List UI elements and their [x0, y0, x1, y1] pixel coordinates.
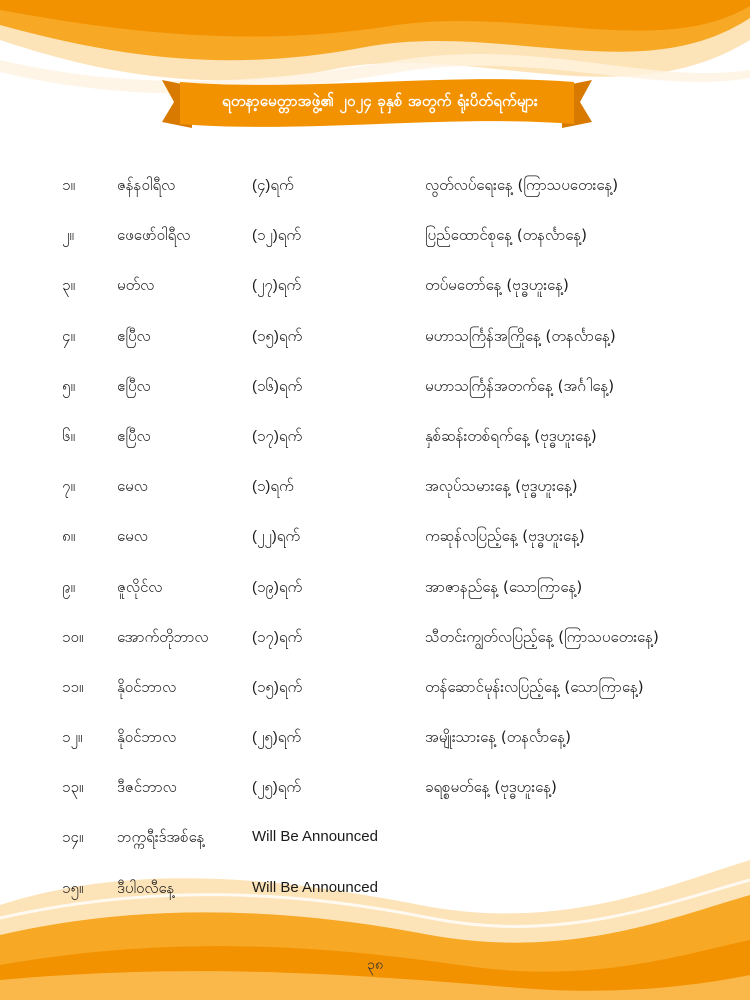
item-event: နှစ်ဆန်းတစ်ရက်နေ့ (ဗုဒ္ဓဟူးနေ့): [425, 426, 597, 445]
item-month: နိုဝင်ဘာလ: [117, 728, 177, 747]
list-item: [0, 617, 750, 667]
item-month: ဧပြီလ: [117, 426, 151, 445]
item-event: မဟာသင်္ကြန်အတက်နေ့ (အင်္ဂါနေ့): [425, 376, 615, 395]
item-month: ဧပြီလ: [117, 376, 151, 395]
item-day: (၁)ရက်: [252, 478, 294, 496]
item-day: (၁၅)ရက်: [252, 678, 303, 696]
page-title: ရတနာ့မေတ္တာအဖွဲ့၏ ၂၀၂၄ ခုနှစ် အတွက် ရုံးပိတ်ရက်များ: [222, 92, 538, 110]
item-event: တပ်မတော်နေ့ (ဗုဒ္ဓဟူးနေ့): [425, 276, 569, 295]
item-day: (၁၆)ရက်: [252, 377, 303, 395]
item-number: ၅။: [62, 376, 75, 395]
item-event: ကဆုန်လပြည့်နေ့ (ဗုဒ္ဓဟူးနေ့): [425, 527, 585, 546]
item-number: ၁၀။: [62, 627, 84, 646]
item-number: ၂။: [62, 226, 74, 245]
item-day: (၄)ရက်: [252, 177, 294, 194]
item-event: ပြည်ထောင်စုနေ့ (တနင်္လာနေ့): [425, 226, 588, 245]
list-item: [0, 717, 750, 767]
item-month: ဒီပါဝလီနေ့: [117, 878, 175, 897]
item-number: ၉။: [62, 577, 75, 596]
item-month: အောက်တိုဘာလ: [117, 627, 209, 646]
list-item: [0, 416, 750, 466]
item-month: နိုဝင်ဘာလ: [117, 677, 177, 696]
item-event: လွတ်လပ်ရေးနေ့ (ကြာသပတေးနေ့): [425, 176, 619, 194]
item-number: ၁၂။: [62, 728, 83, 747]
item-day: Will Be Announced: [252, 828, 378, 846]
item-event: သီတင်းကျွတ်လပြည့်နေ့ (ကြာသပတေးနေ့): [425, 627, 659, 646]
item-month: ဇူလိုင်လ: [117, 577, 163, 596]
list-item: [0, 567, 750, 617]
item-number: ၇။: [62, 477, 75, 496]
list-item: [0, 265, 750, 315]
item-day: (၁၇)ရက်: [252, 628, 303, 646]
item-month: ဒီဇင်ဘာလ: [117, 778, 177, 797]
list-item: [0, 366, 750, 416]
item-day: Will Be Announced: [252, 878, 378, 896]
item-number: ၆။: [62, 426, 75, 445]
item-month: မတ်လ: [117, 276, 155, 295]
item-number: ၁။: [62, 176, 75, 194]
item-event: တန်ဆောင်မုန်းလပြည့်နေ့ (သောကြာနေ့): [425, 677, 644, 696]
list-item: [0, 868, 750, 918]
list-item: [0, 466, 750, 516]
list-item: [0, 817, 750, 867]
item-number: ၈။: [62, 527, 76, 546]
item-month: ဇန်နဝါရီလ: [117, 176, 176, 194]
item-day: (၂၂)ရက်: [252, 528, 301, 546]
item-day: (၁၇)ရက်: [252, 427, 303, 445]
item-event: ခရစ္စမတ်နေ့ (ဗုဒ္ဓဟူးနေ့): [425, 778, 557, 797]
item-month: မေလ: [117, 477, 148, 496]
holiday-list: [0, 165, 750, 918]
item-event: အမျိုးသားနေ့ (တနင်္လာနေ့): [425, 728, 572, 747]
item-month: ဘက္ကရီးဒ်အစ်နေ့: [117, 828, 205, 847]
item-month: ဧပြီလ: [117, 326, 151, 345]
item-day: (၁၉)ရက်: [252, 578, 303, 596]
list-item: [0, 767, 750, 817]
item-event: မဟာသင်္ကြန်အကြိုနေ့ (တနင်္လာနေ့): [425, 326, 616, 345]
list-item: [0, 215, 750, 265]
item-month: မေလ: [117, 527, 148, 546]
list-item: [0, 316, 750, 366]
item-day: (၂၅)ရက်: [252, 779, 302, 797]
list-item: [0, 165, 750, 215]
item-event: အာဇာနည်နေ့ (သောကြာနေ့): [425, 577, 583, 596]
item-number: ၁၄။: [62, 828, 84, 847]
item-number: ၁၁။: [62, 677, 84, 696]
item-day: (၁၅)ရက်: [252, 327, 303, 345]
page-number: ၃၈: [367, 957, 383, 973]
item-day: (၂၅)ရက်: [252, 729, 302, 747]
item-event: အလုပ်သမားနေ့ (ဗုဒ္ဓဟူးနေ့): [425, 477, 578, 496]
item-day: (၂၇)ရက်: [252, 277, 302, 295]
item-number: ၃။: [62, 276, 75, 295]
list-item: [0, 667, 750, 717]
item-day: (၁၂)ရက်: [252, 227, 302, 245]
item-number: ၁၅။: [62, 878, 84, 897]
item-number: ၁၃။: [62, 778, 84, 797]
item-month: ဖေဖော်ဝါရီလ: [117, 226, 191, 245]
item-number: ၄။: [62, 326, 75, 345]
list-item: [0, 516, 750, 566]
